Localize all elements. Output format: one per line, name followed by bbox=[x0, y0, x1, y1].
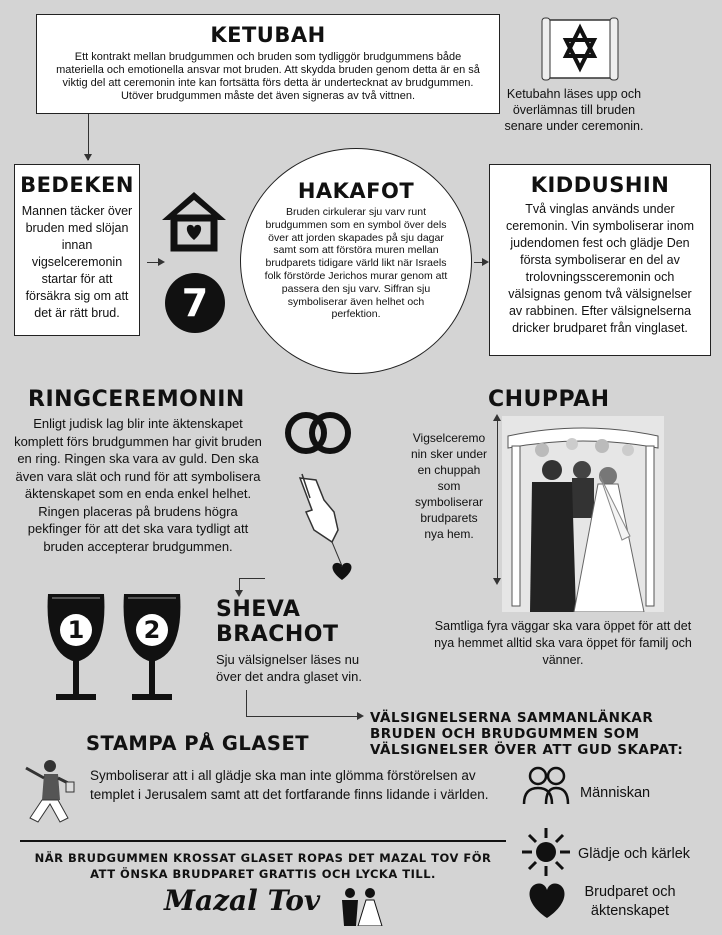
ketubah-side-text: Ketubahn läses upp och överlämnas till bruden senare under ceremonin. bbox=[504, 87, 644, 133]
arrow-down-icon bbox=[84, 154, 92, 161]
sheva-text: Sju välsignelser läses nu över det andra glaset vin. bbox=[216, 652, 362, 684]
footer-text: NÄR BRUDGUMMEN KROSSAT GLASET ROPAS DET MAZAL TOV FÖR ATT ÖNSKA BRUDPARET GRATTIS OCH LYCKA TILL. bbox=[34, 851, 492, 881]
arrow-right-icon bbox=[482, 258, 489, 266]
hakafot-title: HAKAFOT bbox=[297, 179, 415, 203]
glass-number-2 bbox=[136, 614, 168, 646]
wine-glass-icon bbox=[120, 590, 184, 708]
people-icon bbox=[520, 764, 572, 806]
kiddushin-box bbox=[489, 164, 711, 356]
kiddushin-title: KIDDUSHIN bbox=[530, 173, 670, 197]
connector-line bbox=[246, 716, 358, 717]
blessing-label-sun: Glädje och kärlek bbox=[578, 846, 691, 862]
rings-icon bbox=[280, 410, 356, 456]
arrow-right-icon bbox=[158, 258, 165, 266]
ketubah-scroll-icon bbox=[540, 16, 620, 82]
connector-line bbox=[239, 578, 265, 579]
sheva-title-line2: BRACHOT bbox=[216, 622, 339, 647]
bedeken-text: Mannen täcker över bruden med slöjan innan vigselceremonin startar för att försäkra sig om att det är rätt brud. bbox=[21, 204, 133, 320]
hakafot-circle bbox=[240, 148, 472, 374]
ketubah-title: KETUBAH bbox=[210, 23, 326, 47]
bedeken-title: BEDEKEN bbox=[20, 173, 134, 197]
ring-title: RINGCEREMONIN bbox=[28, 387, 245, 412]
sun-icon bbox=[520, 826, 572, 878]
hakafot-text: Bruden cirkulerar sju varv runt brudgummen som en symbol över dels över att jorden skapades på sju dagar samt som att förstöra muren mellan brudparets tidigare värld likt när Israels folk förstörde Jerichos murar genom att passera den sju varv. Siffran sju symboliserar även helhet och perfektion. bbox=[264, 206, 448, 321]
chuppah-side-text: Vigselceremonin sker under en chuppah som symboliserar brudparets nya hem. bbox=[410, 431, 488, 541]
heart-icon bbox=[524, 880, 570, 920]
dancing-man-icon bbox=[20, 756, 80, 830]
wine-glass-icon bbox=[44, 590, 108, 708]
house-heart-icon bbox=[160, 188, 228, 252]
chuppah-title: CHUPPAH bbox=[488, 387, 610, 412]
connector-line bbox=[246, 690, 247, 716]
stampa-text: Symboliserar att i all glädje ska man inte glömma förstörelsen av templet i Jerusalem samt att det fortfarande finns lidande i världen. bbox=[90, 768, 489, 802]
glass-number-2-text: 2 bbox=[143, 616, 161, 644]
chuppah-caption: Samtliga fyra väggar ska vara öppet för att det nya hemmet alltid ska vara öppet för familj och vänner. bbox=[434, 619, 692, 667]
sheva-title-line1: SHEVA bbox=[216, 597, 301, 622]
arrow-up-icon bbox=[493, 414, 501, 421]
ketubah-text: Ett kontrakt mellan brudgummen och bruden som tydliggör brudgummens både materiella och emotionella ansvar mot bruden. Att skydda bruden genom detta är en så viktig del att ceremonin inte kan fortsätta förs detta är undertecknat av brudgummen. Utöver brudgummen måste det även signeras av två vittnen. bbox=[56, 51, 480, 102]
blessings-title: VÄLSIGNELSERNA SAMMANLÄNKAR BRUDEN OCH BRUDGUMMEN SOM VÄLSIGNELSER ÖVER ATT GUD SKAPAT: bbox=[370, 710, 684, 758]
bedeken-box bbox=[14, 164, 140, 336]
glass-number-1-text: 1 bbox=[67, 616, 85, 644]
chuppah-illustration bbox=[502, 416, 664, 612]
kiddushin-text: Två vinglas används under ceremonin. Vin symboliserar inom judendomen fest och glädje Den första symboliserar en del av trolovningssceremonin och välsignas genom två välsignelser av rabbinen. Efter välsignelserna dricker brudparet från vinglaset. bbox=[505, 202, 695, 335]
mazal-tov-script: Mazal Tov bbox=[164, 884, 321, 917]
glass-number-1 bbox=[60, 614, 92, 646]
stampa-title: STAMPA PÅ GLASET bbox=[86, 732, 310, 755]
footer-divider bbox=[20, 840, 506, 842]
blessing-label-heart: Brudparet och äktenskapet bbox=[584, 884, 676, 919]
connector-line bbox=[497, 420, 498, 580]
arrow-down-icon bbox=[493, 578, 501, 585]
ketubah-box bbox=[36, 14, 500, 114]
seven-circle bbox=[165, 273, 225, 333]
hand-icon bbox=[292, 470, 358, 582]
arrow-right-icon bbox=[357, 712, 364, 720]
blessing-label-people: Människan bbox=[580, 785, 651, 801]
seven-number: 7 bbox=[181, 281, 209, 325]
couple-icon bbox=[334, 886, 388, 926]
ring-text: Enligt judisk lag blir inte äktenskapet komplett förs brudgummen har givit bruden en ring. Ringen ska vara av guld. Den ska även vara slät och rund för att symbolisera äktenskapet som en enda enkel helhet. Ringen placeras på brudens högra pekfinger för att det ska vara tydligt att bruden accepterar brudgummen. bbox=[14, 416, 262, 554]
arrow-down-icon bbox=[235, 590, 243, 597]
